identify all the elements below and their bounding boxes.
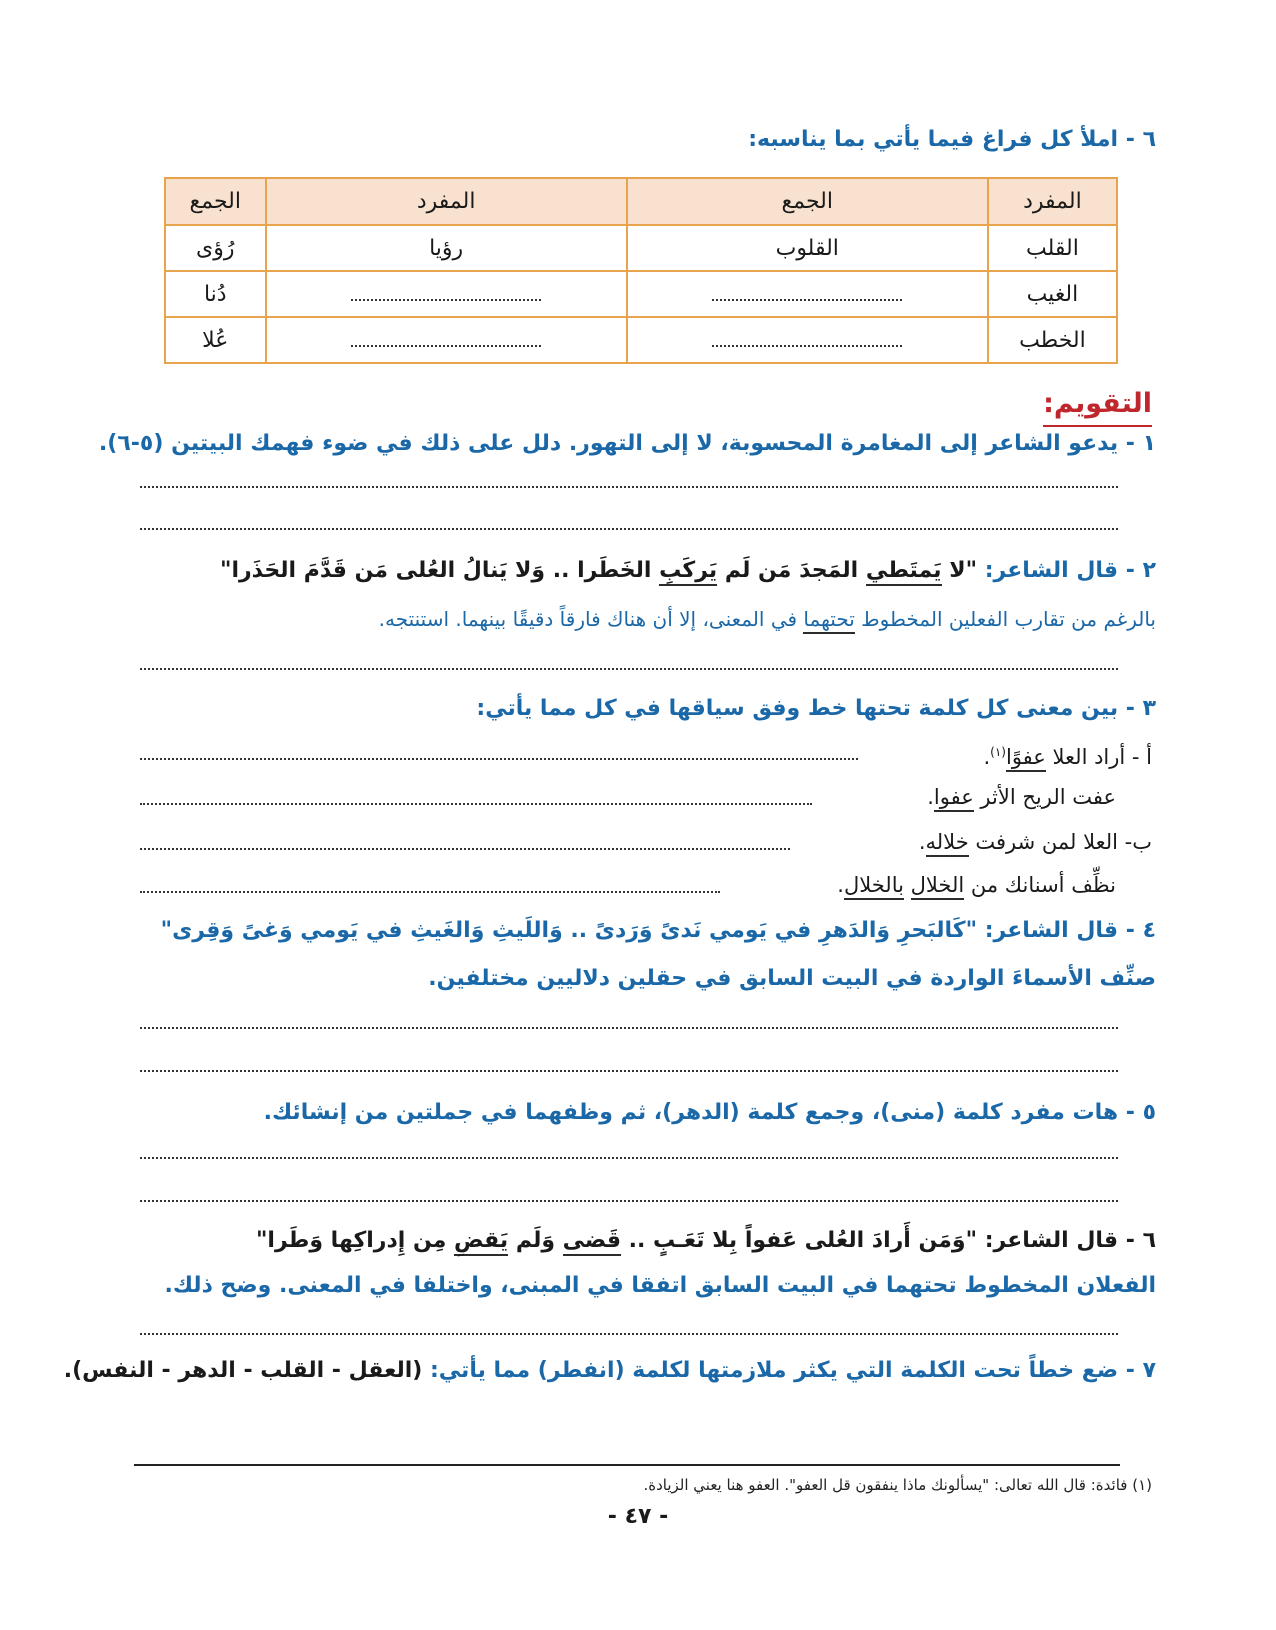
q2-verse-part: "لا	[941, 558, 978, 583]
q6-number: ٦ -	[1125, 1228, 1156, 1253]
q2-underlined-verb: يَمتَطي	[866, 558, 942, 586]
q5-text: هات مفرد كلمة (منى)، وجمع كلمة (الدهر)، ثم وظفهما في جملتين من إنشائك.	[263, 1100, 1119, 1125]
q1-text: يدعو الشاعر إلى المغامرة المحسوبة، لا إلى التهور. دلل على ذلك في ضوء فهمك البيتين (٥-٦).	[98, 431, 1119, 456]
q3-text: بين معنى كل كلمة تحتها خط وفق سياقها في كل مما يأتي:	[476, 696, 1119, 721]
q4-intro: قال الشاعر:	[977, 918, 1119, 943]
answer-line[interactable]	[140, 1027, 1118, 1029]
table-header: المفرد	[988, 178, 1117, 225]
q3-b-word: خلاله	[926, 830, 969, 857]
q1-heading	[98, 428, 1156, 460]
q2-intro: قال الشاعر:	[977, 558, 1119, 583]
answer-line[interactable]	[140, 1200, 1118, 1202]
table-cell: القلب	[988, 225, 1117, 271]
fill-blank-line	[351, 345, 541, 347]
q3-item-a	[983, 737, 1152, 772]
q3-b2-word: بالخلال	[844, 873, 904, 900]
table-cell: رؤيا	[266, 225, 627, 271]
singular-plural-table	[164, 177, 1118, 364]
table-cell: الغيب	[988, 271, 1117, 317]
q3-b2-prefix: نظِّف أسنانك من	[964, 873, 1116, 897]
table-cell: عُلا	[165, 317, 266, 363]
q2-instruction	[140, 603, 1156, 635]
table-header-row	[165, 178, 1117, 225]
q4-verse: "كَالبَحرِ وَالدَهرِ في يَومي نَدىً وَرَدىً .. وَاللَيثِ وَالغَيثِ في يَومي وَغىً وَقِرى"	[160, 918, 978, 943]
answer-line[interactable]	[140, 528, 1118, 530]
q5-number: ٥ -	[1125, 1100, 1156, 1125]
table-cell-blank[interactable]	[627, 317, 988, 363]
q2-instruction-part: في المعنى، إلا أن هناك فارقاً دقيقًا بينهما. استنتجه.	[378, 607, 804, 631]
q3-b2-end: .	[837, 873, 844, 897]
table-header: الجمع	[165, 178, 266, 225]
q6-verse-part: "وَمَن أَرادَ العُلى عَفواً بِلا تَعَـبٍ ..	[621, 1228, 978, 1253]
q3-a2-prefix: عفت الريح الأثر	[973, 785, 1116, 809]
footnote-divider	[134, 1464, 1120, 1466]
q1-number: ١ -	[1125, 431, 1156, 456]
q6-top-heading	[140, 124, 1156, 156]
q6-instruction: الفعلان المخطوط تحتهما في البيت السابق اتفقا في المبنى، واختلفا في المعنى. وضح ذلك.	[164, 1273, 1156, 1298]
table-row	[165, 317, 1117, 363]
q3-heading	[140, 693, 1156, 725]
table-row	[165, 225, 1117, 271]
table-cell-blank[interactable]	[266, 317, 627, 363]
q2-underlined-verb: يَركَبِ	[659, 558, 717, 586]
q3-item-b	[919, 827, 1152, 857]
fill-blank-line	[712, 299, 902, 301]
evaluation-title: التقويم:	[1043, 385, 1152, 427]
answer-line[interactable]	[140, 668, 1118, 670]
answer-line[interactable]	[140, 1070, 1118, 1072]
q4-number: ٤ -	[1125, 918, 1156, 943]
q3-a-word: عفوًا	[1006, 745, 1046, 772]
q2-instruction-part: بالرغم من تقارب الفعلين المخطوط	[854, 607, 1156, 631]
q3-b2-space	[904, 873, 911, 897]
table-cell-blank[interactable]	[627, 271, 988, 317]
q4-instruction: صنِّف الأسماءَ الواردة في البيت السابق في حقلين دلاليين مختلفين.	[428, 966, 1156, 991]
answer-line[interactable]	[140, 803, 812, 805]
q3-a-prefix: أ - أراد العلا	[1045, 745, 1152, 769]
q3-item-a2	[927, 782, 1116, 812]
q7-text: ضع خطاً تحت الكلمة التي يكثر ملازمتها لكلمة (انفطر) مما يأتي:	[422, 1358, 1119, 1383]
q2-number: ٢ -	[1125, 558, 1156, 583]
table-row	[165, 271, 1117, 317]
fill-blank-line	[712, 345, 902, 347]
q4-heading	[140, 915, 1156, 947]
q3-item-b2	[837, 870, 1116, 900]
q3-b2-word: الخلال	[911, 873, 965, 900]
page-number: - ٤٧ -	[607, 1504, 669, 1529]
table-cell: الخطب	[988, 317, 1117, 363]
q6-intro: قال الشاعر:	[977, 1228, 1119, 1253]
q7-number: ٧ -	[1125, 1358, 1156, 1383]
q6-verse-part: وَلَم	[508, 1228, 563, 1253]
q6-underlined-verb: يَقضِ	[454, 1228, 508, 1256]
fill-blank-line	[351, 299, 541, 301]
q6-verse-part: مِن إِدراكِها وَطَرا"	[255, 1228, 455, 1253]
table-header: الجمع	[627, 178, 988, 225]
table-cell: رُؤى	[165, 225, 266, 271]
table-header: المفرد	[266, 178, 627, 225]
q3-number: ٣ -	[1125, 696, 1156, 721]
footnote-ref: (١)	[990, 745, 1006, 759]
q7-heading	[63, 1355, 1156, 1387]
q3-a2-end: .	[927, 785, 934, 809]
q2-instruction-underlined: تحتهما	[803, 607, 854, 634]
q6-heading	[140, 1225, 1156, 1257]
table-cell: القلوب	[627, 225, 988, 271]
answer-line[interactable]	[140, 891, 720, 893]
q3-a-end: .	[983, 745, 991, 769]
answer-line[interactable]	[140, 486, 1118, 488]
q5-heading	[140, 1097, 1156, 1129]
table-cell-blank[interactable]	[266, 271, 627, 317]
q3-b-prefix: ب- العلا لمن شرفت	[968, 830, 1152, 854]
answer-line[interactable]	[140, 758, 858, 760]
q2-heading	[140, 555, 1156, 587]
q3-a2-word: عفوا	[934, 785, 974, 812]
q7-options[interactable]: (العقل - القلب - الدهر - النفس).	[63, 1358, 423, 1383]
q3-b-end: .	[918, 830, 926, 854]
q6-underlined-verb: قَضى	[563, 1228, 621, 1256]
answer-line[interactable]	[140, 1157, 1118, 1159]
q6-top-text: املأ كل فراغ فيما يأتي بما يناسبه:	[748, 127, 1119, 152]
q2-verse-part: الخَطَرا .. وَلا يَنالُ العُلى مَن قَدَّمَ الحَذَرا"	[220, 558, 660, 583]
answer-line[interactable]	[140, 848, 790, 850]
answer-line[interactable]	[140, 1333, 1118, 1335]
table-cell: دُنا	[165, 271, 266, 317]
q2-verse-part: المَجدَ مَن لَم	[717, 558, 866, 583]
q6-top-number: ٦ -	[1125, 127, 1156, 152]
footnote: (١) فائدة: قال الله تعالى: "يسألونك ماذا ينفقون قل العفو". العفو هنا يعني الزيادة.	[643, 1476, 1152, 1494]
